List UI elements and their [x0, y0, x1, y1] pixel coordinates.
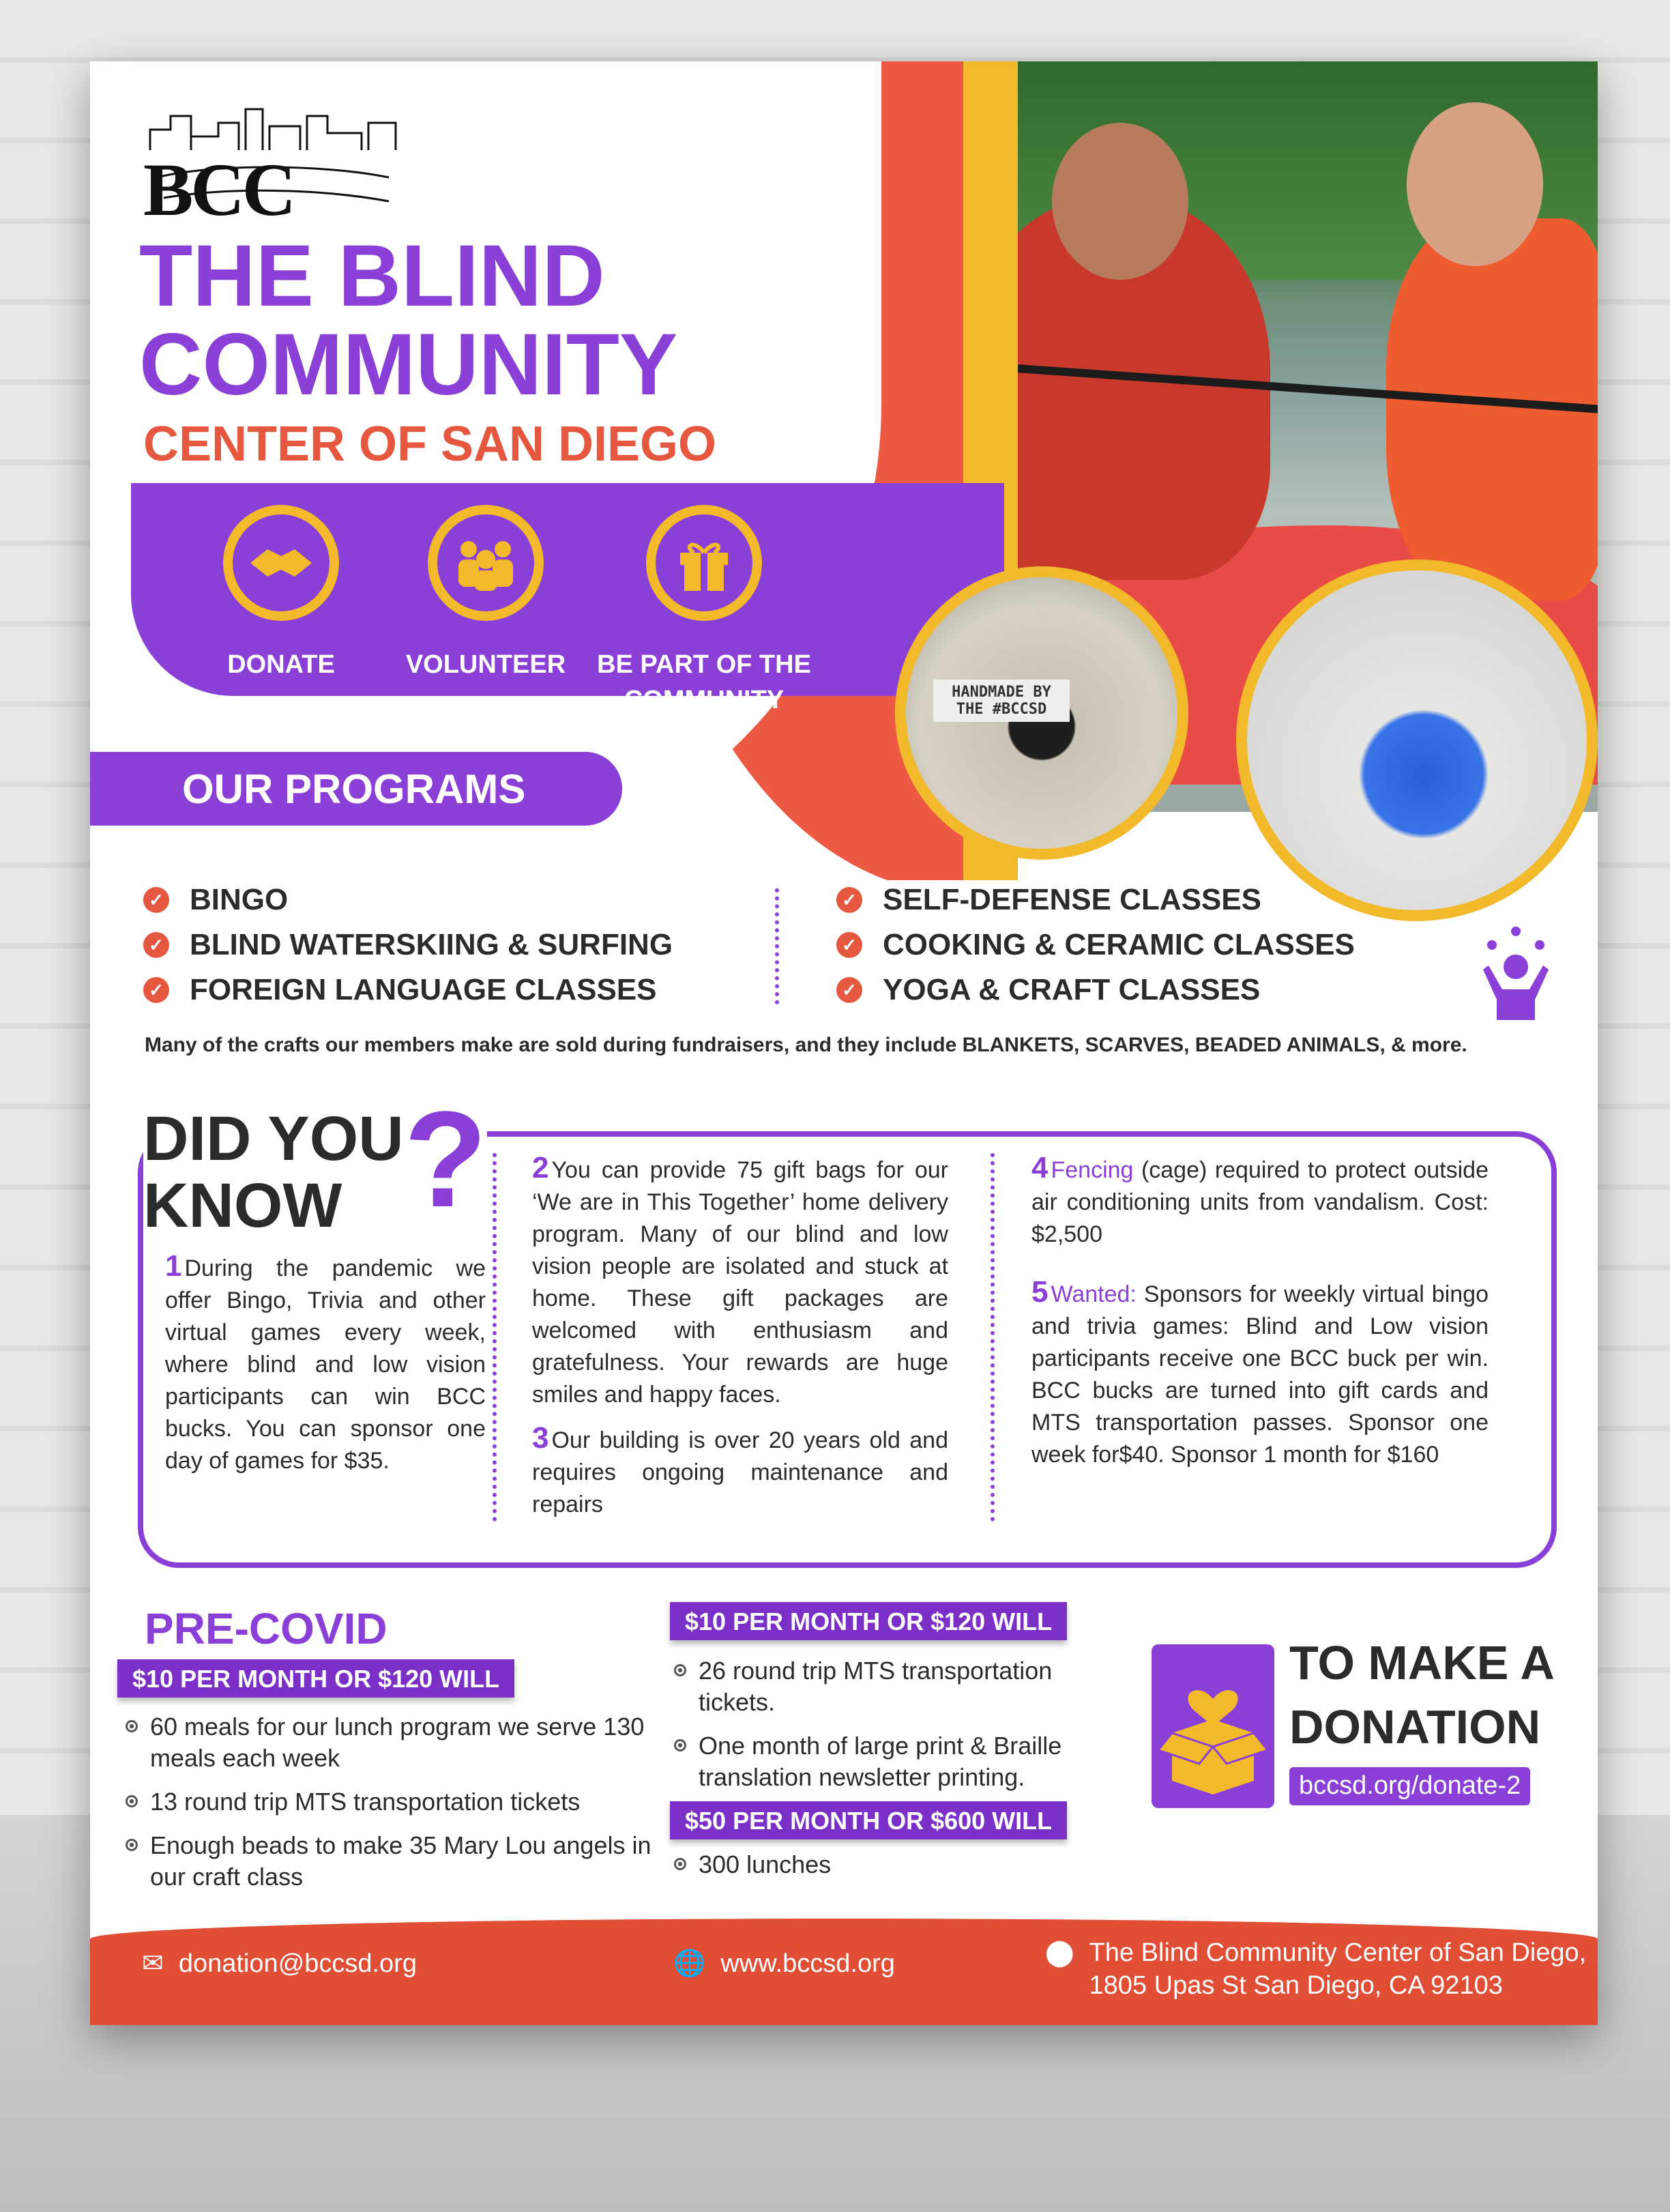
donation-title: [1289, 1631, 1555, 1759]
giving-list-2: [671, 1655, 1081, 1805]
donate-label: DONATE: [227, 650, 335, 679]
giving-tag: $10 PER MONTH OR $120 WILL: [670, 1602, 1067, 1640]
item-text: (cage) required to protect outside air conditioning units from vandalism. Cost: $2,500: [1031, 1157, 1489, 1247]
craft-sign: HANDMADE BY THE #BCCSD: [933, 680, 1070, 722]
check-icon: ✓: [143, 887, 169, 913]
item-text: Sponsors for weekly virtual bingo and trivia games: Blind and Low vision participants receive one BCC buck per win. BCC bucks are turned into gift cards and MTS transportation passes. Sponsor one week for$40. Sponsor 1 month for $160: [1031, 1281, 1489, 1468]
dyk-item-4: [1031, 1152, 1489, 1251]
beaded-angel-photo: [1236, 559, 1598, 921]
program-label: FOREIGN LANGUAGE CLASSES: [190, 973, 657, 1006]
address-line: The Blind Community Center of San Diego,: [1089, 1938, 1587, 1967]
donation-line: DONATION: [1289, 1700, 1541, 1753]
programs-list-right: [836, 877, 1355, 1013]
item-number: 3: [532, 1421, 549, 1455]
program-label: SELF-DEFENSE CLASSES: [883, 883, 1261, 916]
list-item: [143, 877, 673, 922]
gift-icon: [646, 505, 762, 621]
list-item: [143, 922, 673, 967]
giving-tag: $10 PER MONTH OR $120 WILL: [117, 1659, 514, 1698]
check-icon: ✓: [143, 977, 169, 1003]
program-label: YOGA & CRAFT CLASSES: [883, 973, 1261, 1006]
org-subtitle: CENTER OF SAN DIEGO: [143, 417, 717, 471]
flyer: [90, 61, 1598, 2025]
dyk-item-5: [1031, 1276, 1489, 1471]
did-you-know-title: [143, 1105, 411, 1239]
logo-text: BCC: [143, 148, 294, 231]
community-action[interactable]: [588, 505, 820, 718]
footer-website[interactable]: [673, 1947, 895, 1980]
title-line: COMMUNITY: [139, 316, 678, 413]
website-text: www.bccsd.org: [720, 1949, 895, 1978]
footer-email[interactable]: [142, 1947, 417, 1980]
programs-divider: [775, 888, 779, 1004]
org-title: [139, 227, 678, 413]
list-item: Enough beads to make 35 Mary Lou angels in our craft class: [123, 1830, 689, 1893]
check-icon: ✓: [836, 977, 862, 1003]
person-head: [1407, 102, 1543, 266]
giving-list-3: [671, 1849, 1081, 1893]
item-text: Our building is over 20 years old and requires ongoing maintenance and repairs: [532, 1427, 948, 1517]
check-icon: ✓: [143, 932, 169, 958]
list-item: 300 lunches: [671, 1849, 1081, 1880]
column-divider: [493, 1153, 497, 1522]
location-pin-icon: ⬤: [1045, 1938, 1074, 1967]
volunteer-label: VOLUNTEER: [405, 650, 566, 679]
dyk-item-2: [532, 1152, 948, 1411]
handshake-icon: [223, 505, 339, 621]
program-label: BINGO: [190, 883, 289, 916]
program-label: COOKING & CERAMIC CLASSES: [883, 928, 1355, 961]
item-number: 5: [1031, 1275, 1049, 1309]
list-item: [836, 967, 1355, 1013]
programs-heading: OUR PROGRAMS: [90, 752, 622, 826]
dyk-item-1: [157, 1250, 486, 1491]
juggling-person-icon: [1475, 925, 1557, 1020]
footer-address: [1045, 1936, 1586, 2002]
donation-link[interactable]: bccsd.org/donate-2: [1289, 1767, 1530, 1805]
crafts-note: Many of the crafts our members make are sold during fundraisers, and they include BLANKETS, SCARVES, BEADED ANIMALS, & more.: [145, 1034, 1467, 1056]
volunteer-action[interactable]: [370, 505, 602, 682]
donation-box-icon: [1152, 1644, 1274, 1808]
list-item: [143, 967, 673, 1013]
email-text: donation@bccsd.org: [178, 1949, 417, 1978]
dyk-line: KNOW: [143, 1171, 342, 1240]
dyk-item-3: [532, 1422, 948, 1521]
program-label: BLIND WATERSKIING & SURFING: [190, 928, 673, 961]
check-icon: ✓: [836, 887, 862, 913]
donation-line: TO MAKE A: [1289, 1636, 1555, 1689]
list-item: [836, 877, 1355, 922]
person-head: [1052, 123, 1188, 280]
item-number: 4: [1031, 1151, 1049, 1184]
item-text: During the pandemic we offer Bingo, Trivia and other virtual games every week, where blind and low vision participants can win BCC bucks. You can sponsor one day of games for $35.: [165, 1255, 486, 1474]
mail-icon: ✉: [142, 1949, 164, 1978]
giving-list-1: [123, 1711, 689, 1905]
address-line: 1805 Upas St San Diego, CA 92103: [1089, 1971, 1503, 2000]
title-line: THE BLIND: [139, 227, 605, 325]
precovid-heading: PRE-COVID: [145, 1604, 387, 1653]
item-highlight: Wanted:: [1051, 1281, 1137, 1307]
list-item: 60 meals for our lunch program we serve 130 meals each week: [123, 1711, 689, 1774]
giving-tag: $50 PER MONTH OR $600 WILL: [670, 1801, 1067, 1839]
community-label: BE PART OF THE COMMUNITY: [597, 650, 811, 714]
list-item: [836, 922, 1355, 967]
item-highlight: Fencing: [1051, 1157, 1134, 1183]
penguin-craft-photo: [895, 566, 1188, 860]
list-item: 13 round trip MTS transportation tickets: [123, 1786, 689, 1818]
list-item: One month of large print & Braille translation newsletter printing.: [671, 1730, 1081, 1793]
globe-icon: 🌐: [673, 1949, 706, 1978]
donate-action[interactable]: [165, 505, 397, 682]
question-mark-icon: ?: [404, 1083, 488, 1236]
address-text: [1089, 1936, 1587, 2002]
programs-list-left: [143, 877, 673, 1013]
check-icon: ✓: [836, 932, 862, 958]
column-divider: [991, 1153, 995, 1522]
dyk-line: DID YOU: [143, 1104, 404, 1174]
list-item: 26 round trip MTS transportation tickets.: [671, 1655, 1081, 1718]
item-number: 1: [165, 1249, 182, 1283]
item-number: 2: [532, 1151, 549, 1184]
item-text: You can provide 75 gift bags for our ‘We are in This Together’ home delivery program. Many of our blind and low vision people are isolated and stuck at home. These gift packages are welcomed with enthusiasm and gratefulness. Your rewards are huge smiles and happy faces.: [532, 1157, 948, 1408]
people-icon: [428, 505, 544, 621]
